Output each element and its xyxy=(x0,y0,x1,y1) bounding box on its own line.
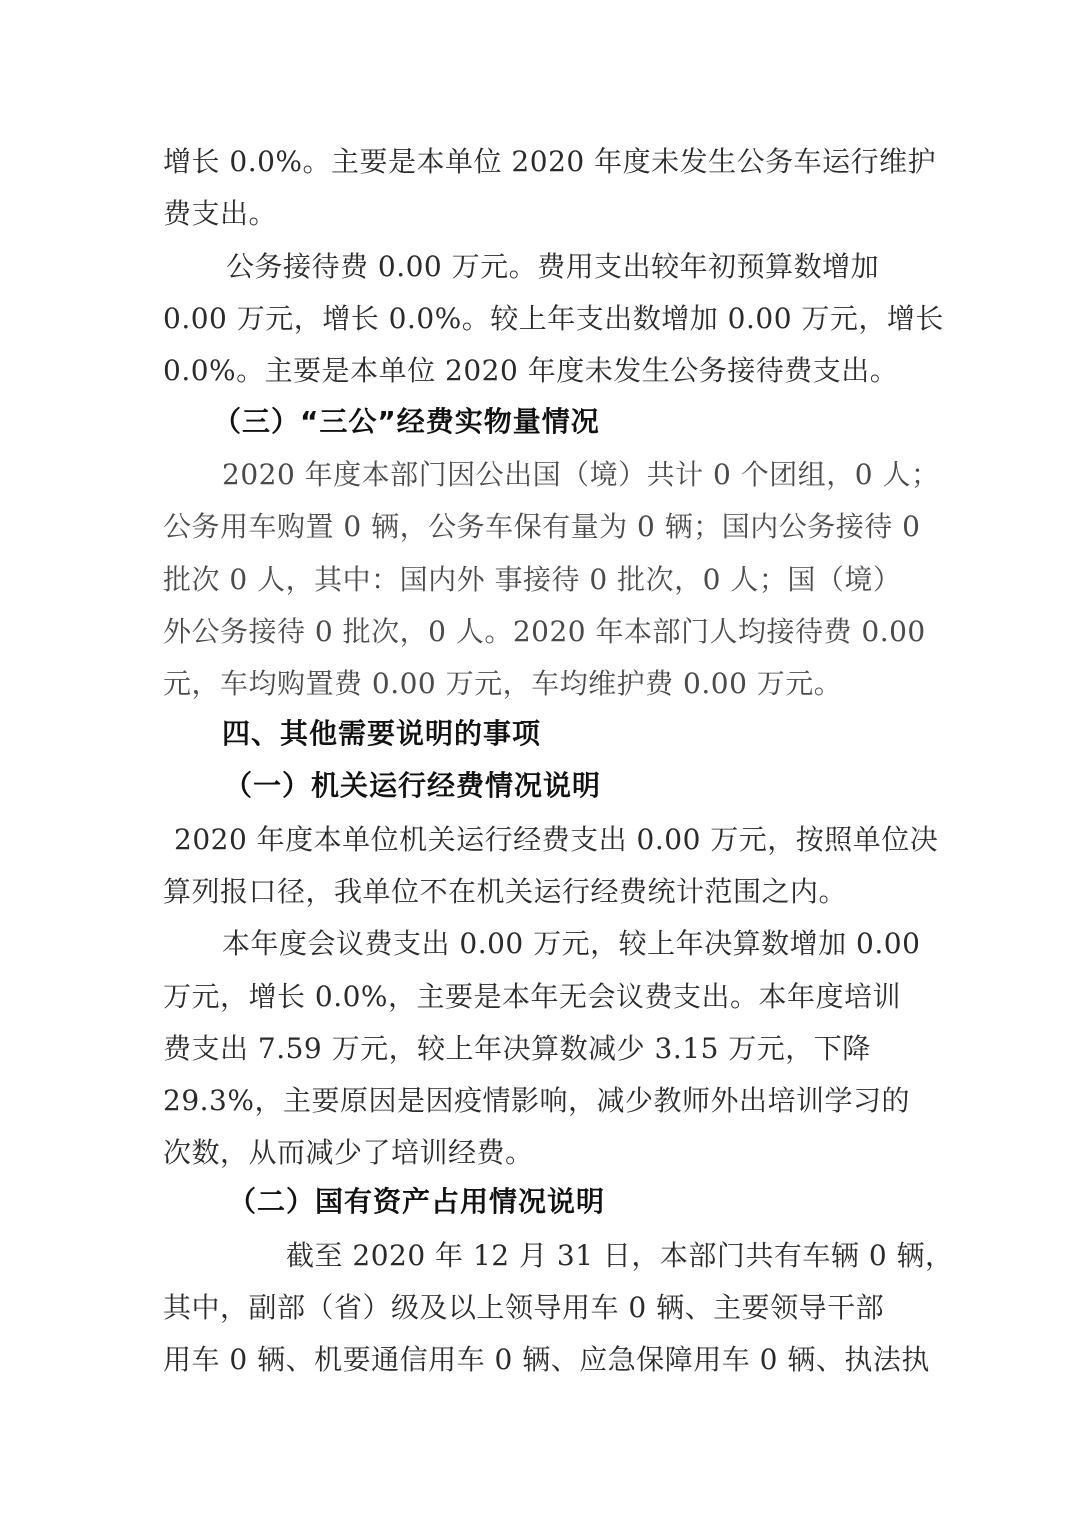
paragraph-line: 批次 0 人，其中：国内外 事接待 0 批次，0 人；国（境） xyxy=(163,563,902,596)
paragraph-line: 截至 2020 年 12 月 31 日，本部门共有车辆 0 辆， xyxy=(286,1239,954,1272)
paragraph-line: 公务接待费 0.00 万元。费用支出较年初预算数增加 xyxy=(226,250,880,283)
subsection-heading: （二）国有资产占用情况说明 xyxy=(228,1185,606,1218)
paragraph-line: 29.3%，主要原因是因疫情影响，减少教师外出培训学习的 xyxy=(163,1084,910,1117)
paragraph-line: 增长 0.0%。主要是本单位 2020 年度未发生公务车运行维护 xyxy=(163,145,937,178)
paragraph-line: 用车 0 辆、机要通信用车 0 辆、应急保障用车 0 辆、执法执 xyxy=(163,1343,930,1376)
subsection-heading: （一）机关运行经费情况说明 xyxy=(224,769,602,802)
section-heading: 四、其他需要说明的事项 xyxy=(222,717,542,750)
paragraph-line: 2020 年度本单位机关运行经费支出 0.00 万元，按照单位决 xyxy=(174,823,939,856)
section-heading: （三）“三公”经费实物量情况 xyxy=(213,405,600,438)
paragraph-line: 2020 年度本部门因公出国（境）共计 0 个团组，0 人； xyxy=(222,458,940,491)
paragraph-line: 元，车均购置费 0.00 万元，车均维护费 0.00 万元。 xyxy=(163,667,843,700)
paragraph-line: 次数，从而减少了培训经费。 xyxy=(163,1136,534,1169)
paragraph-line: 本年度会议费支出 0.00 万元，较上年决算数增加 0.00 xyxy=(222,927,921,960)
paragraph-line: 费支出。 xyxy=(163,197,278,230)
paragraph-line: 0.00 万元，增长 0.0%。较上年支出数增加 0.00 万元，增长 xyxy=(163,302,944,335)
paragraph-line: 算列报口径，我单位不在机关运行经费统计范围之内。 xyxy=(163,875,848,908)
paragraph-line: 万元，增长 0.0%，主要是本年无会议费支出。本年度培训 xyxy=(163,980,902,1013)
paragraph-line: 费支出 7.59 万元，较上年决算数减少 3.15 万元，下降 xyxy=(163,1032,871,1065)
paragraph-line: 公务用车购置 0 辆，公务车保有量为 0 辆；国内公务接待 0 xyxy=(163,510,921,543)
paragraph-line: 0.0%。主要是本单位 2020 年度未发生公务接待费支出。 xyxy=(163,354,899,387)
paragraph-line: 其中，副部（省）级及以上领导用车 0 辆、主要领导干部 xyxy=(163,1291,885,1324)
paragraph-line: 外公务接待 0 批次，0 人。2020 年本部门人均接待费 0.00 xyxy=(163,615,926,648)
